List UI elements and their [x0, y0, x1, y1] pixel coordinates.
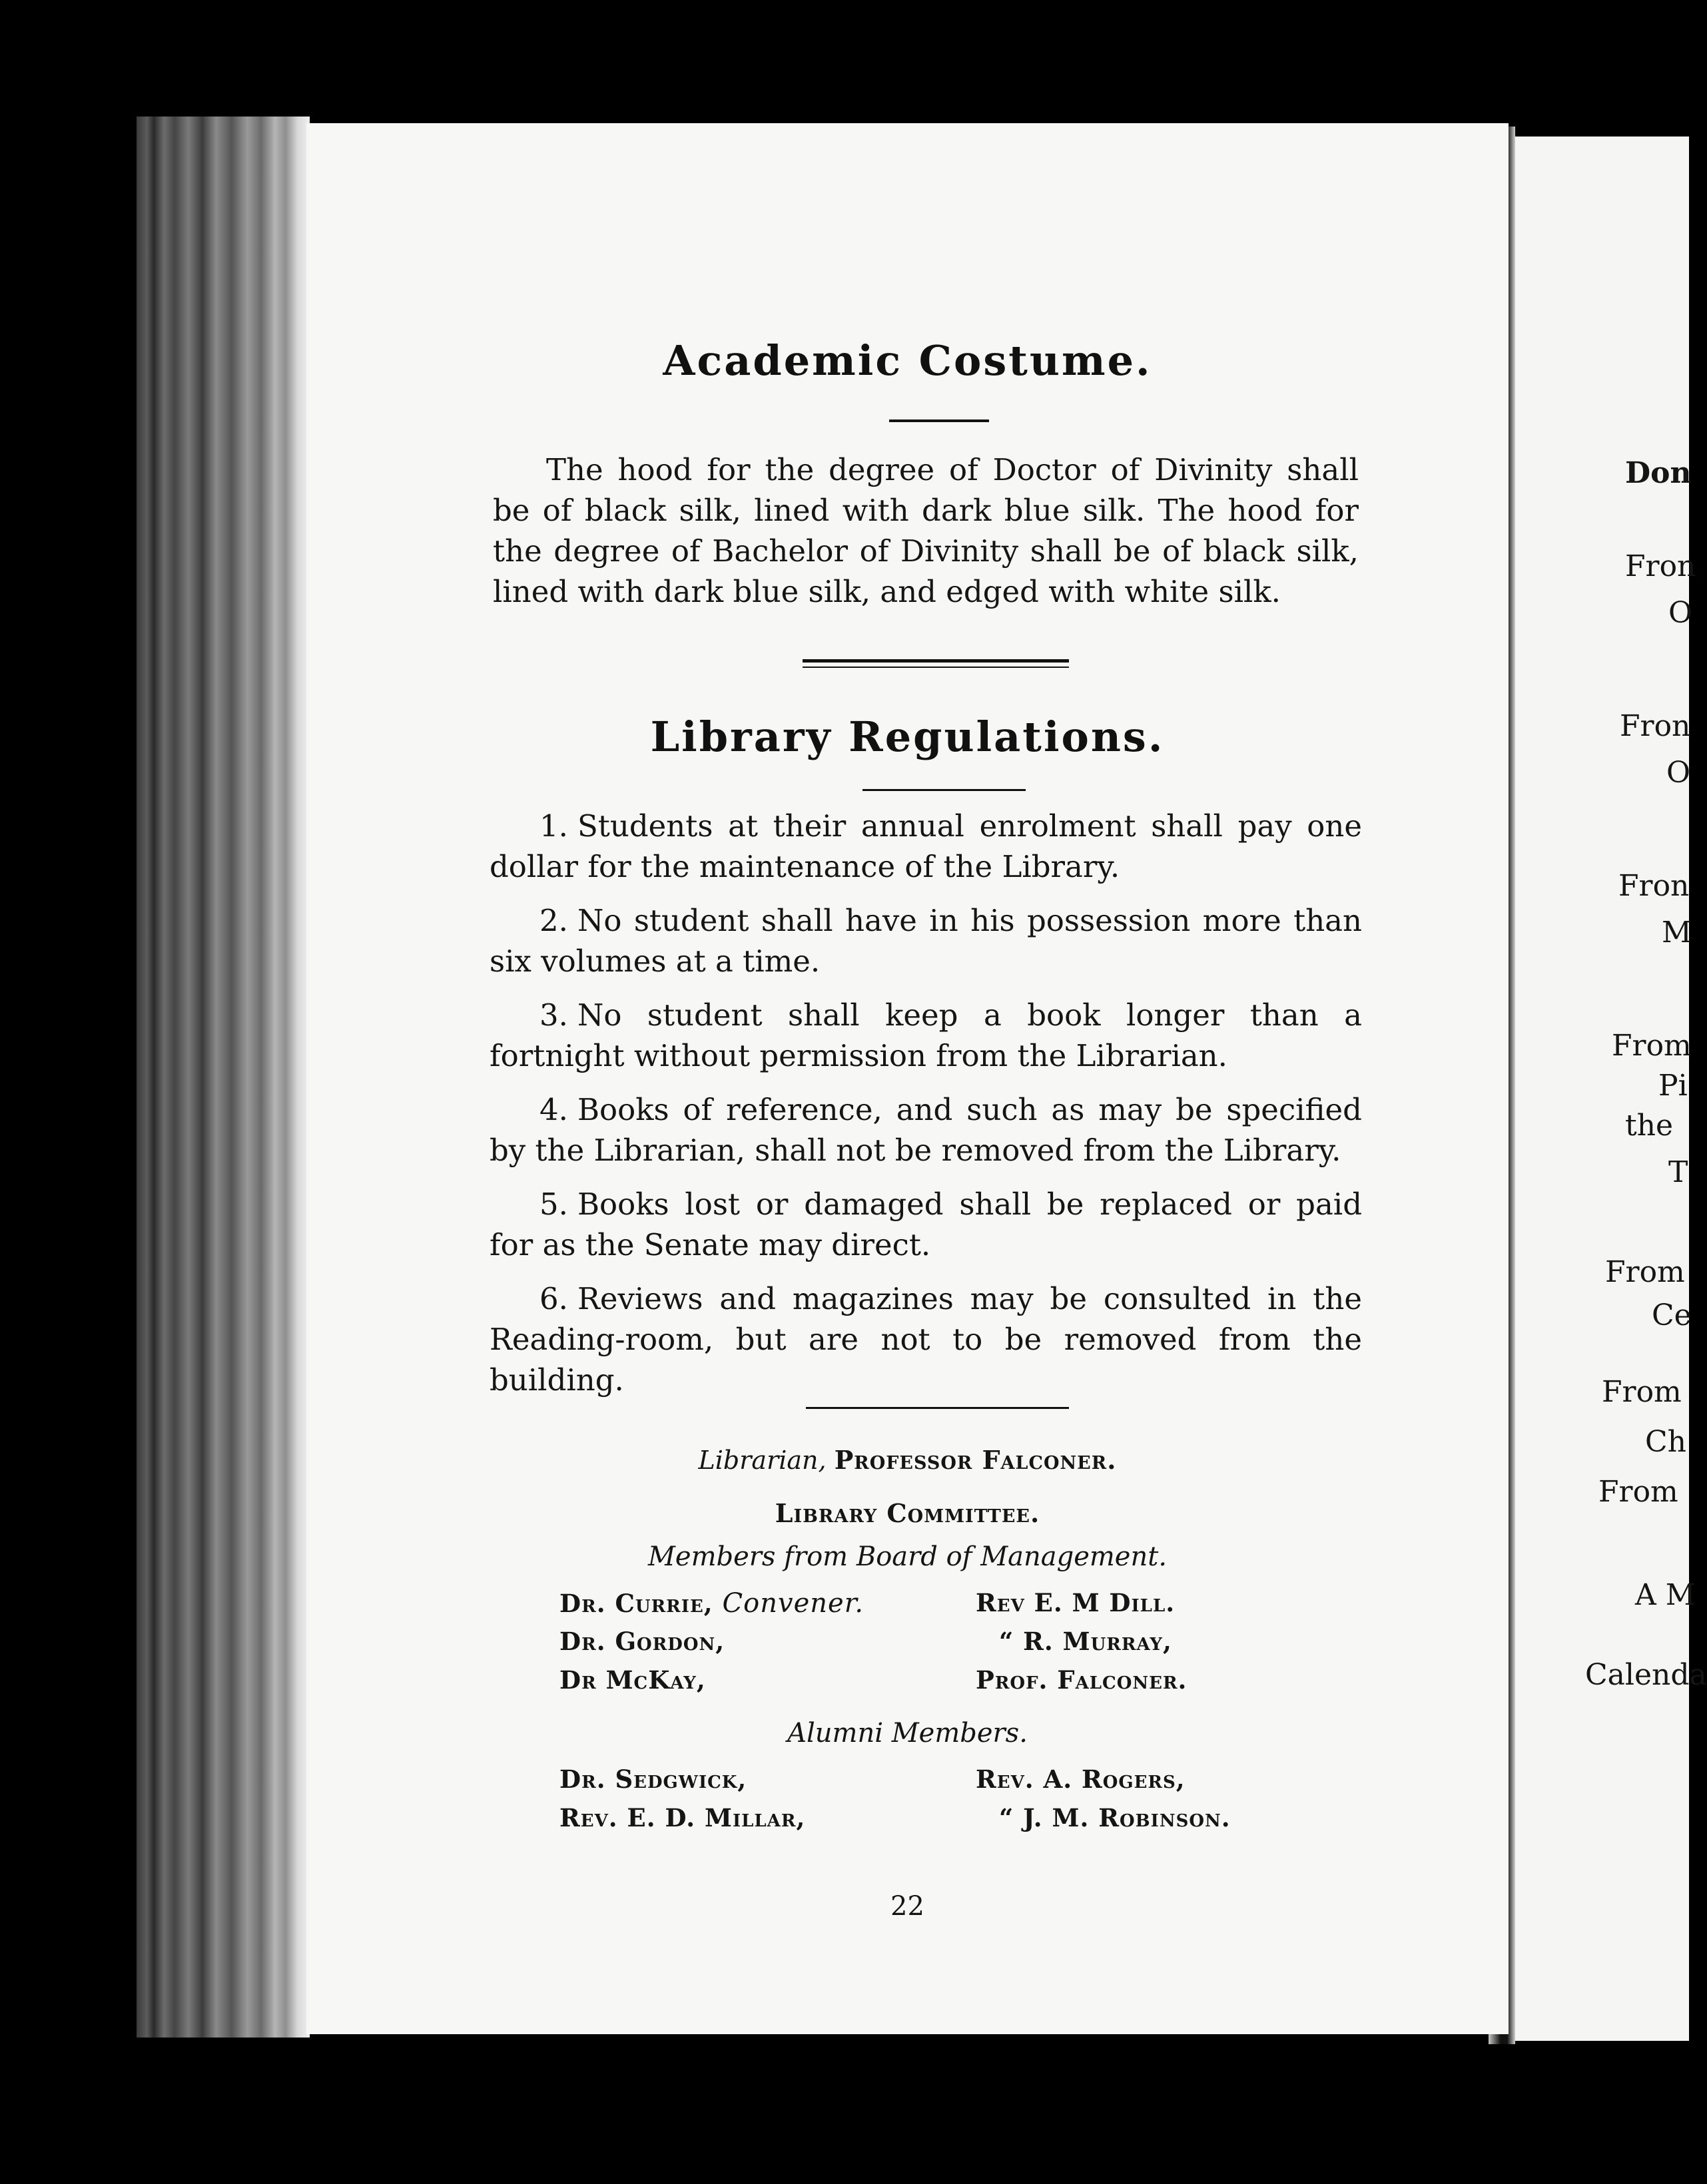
regulation-text: Students at their annual enrolment shall pay one dollar for the maintenance of the Library. — [490, 808, 1362, 884]
committee-heading: Library Committee. — [775, 1498, 1040, 1528]
convener-label: Convener. — [722, 1588, 864, 1619]
facing-fragment: O — [1668, 596, 1693, 630]
facing-fragment: Fron — [1625, 549, 1696, 583]
board-member: Rev E. M Dill. — [976, 1588, 1176, 1617]
regulation-item — [490, 995, 1362, 1076]
board-member: Dr. Currie, Convener. — [559, 1588, 864, 1619]
double-rule-top — [803, 659, 1069, 663]
alumni-member: “ J. M. Robinson. — [999, 1803, 1231, 1832]
academic-costume-heading: Academic Costume. — [663, 336, 1152, 385]
regulation-number: 6. — [539, 1281, 568, 1316]
section-rule — [862, 789, 1026, 791]
regulation-item — [490, 1184, 1362, 1265]
regulation-text: No student shall keep a book longer than a fortnight without permission from the Librarian. — [490, 997, 1362, 1073]
facing-fragment: Fron — [1618, 869, 1690, 903]
regulation-number: 4. — [539, 1092, 568, 1127]
facing-fragment: Pi — [1658, 1069, 1688, 1103]
regulation-text: Books of reference, and such as may be specified by the Librarian, shall not be removed from the Library. — [490, 1092, 1362, 1168]
page-edges — [137, 117, 310, 2038]
regulation-item — [490, 806, 1362, 887]
board-member: Prof. Falconer. — [976, 1665, 1188, 1695]
regulation-text: Reviews and magazines may be consulted in the Reading-room, but are not to be removed from the building. — [490, 1281, 1362, 1398]
facing-fragment: A M — [1635, 1578, 1696, 1612]
regulation-item — [490, 1089, 1362, 1171]
facing-fragment: From — [1612, 1029, 1692, 1063]
academic-costume-text: The hood for the degree of Doctor of Divinity shall be of black silk, lined with dark blue silk. The hood for the degree of Bachelor of Divinity shall be of black silk, lined with dark blue silk, and edged with white silk. — [493, 452, 1359, 609]
alumni-member: Rev. E. D. Millar, — [559, 1803, 806, 1832]
facing-fragment: O — [1666, 756, 1691, 790]
librarian-label: Librarian, — [698, 1446, 827, 1475]
double-rule-bottom — [803, 667, 1069, 668]
regulation-item — [490, 900, 1362, 981]
alumni-member: Rev. A. Rogers, — [976, 1765, 1186, 1794]
board-member: Dr. Gordon, — [559, 1627, 725, 1656]
regulation-item — [490, 1278, 1362, 1400]
facing-fragment: Fron — [1620, 709, 1691, 743]
regulation-number: 3. — [539, 997, 568, 1033]
regulation-number: 1. — [539, 808, 568, 844]
facing-fragment: Calenda — [1585, 1658, 1707, 1692]
library-regulations-heading: Library Regulations. — [650, 712, 1165, 761]
facing-fragment: From — [1602, 1375, 1682, 1409]
librarian-name: Professor Falconer. — [834, 1445, 1117, 1475]
facing-fragment: M — [1662, 916, 1692, 950]
facing-fragment: From — [1605, 1255, 1685, 1289]
regulation-number: 2. — [539, 903, 568, 938]
section-rule — [889, 419, 989, 422]
librarian-line — [306, 1445, 1509, 1475]
regulation-number: 5. — [539, 1187, 568, 1222]
alumni-member: Dr. Sedgwick, — [559, 1765, 747, 1794]
facing-fragment: T — [1668, 1155, 1688, 1189]
board-member: Dr McKay, — [559, 1665, 706, 1695]
section-rule — [806, 1407, 1069, 1409]
facing-page — [1492, 136, 1707, 2041]
regulation-text: Books lost or damaged shall be replaced or paid for as the Senate may direct. — [490, 1187, 1362, 1262]
page-number: 22 — [890, 1891, 924, 1922]
facing-fragment: Ch — [1645, 1425, 1687, 1459]
board-members-heading: Members from Board of Management. — [647, 1541, 1168, 1572]
facing-fragment: the — [1625, 1109, 1674, 1143]
facing-fragment: From — [1598, 1475, 1678, 1509]
board-member: “ R. Murray, — [999, 1627, 1172, 1656]
facing-fragment: Ce — [1652, 1298, 1692, 1332]
book-page — [306, 123, 1509, 2034]
alumni-members-heading: Alumni Members. — [787, 1718, 1028, 1749]
facing-fragment: Don — [1625, 456, 1692, 490]
regulation-text: No student shall have in his possession more than six volumes at a time. — [490, 903, 1362, 979]
